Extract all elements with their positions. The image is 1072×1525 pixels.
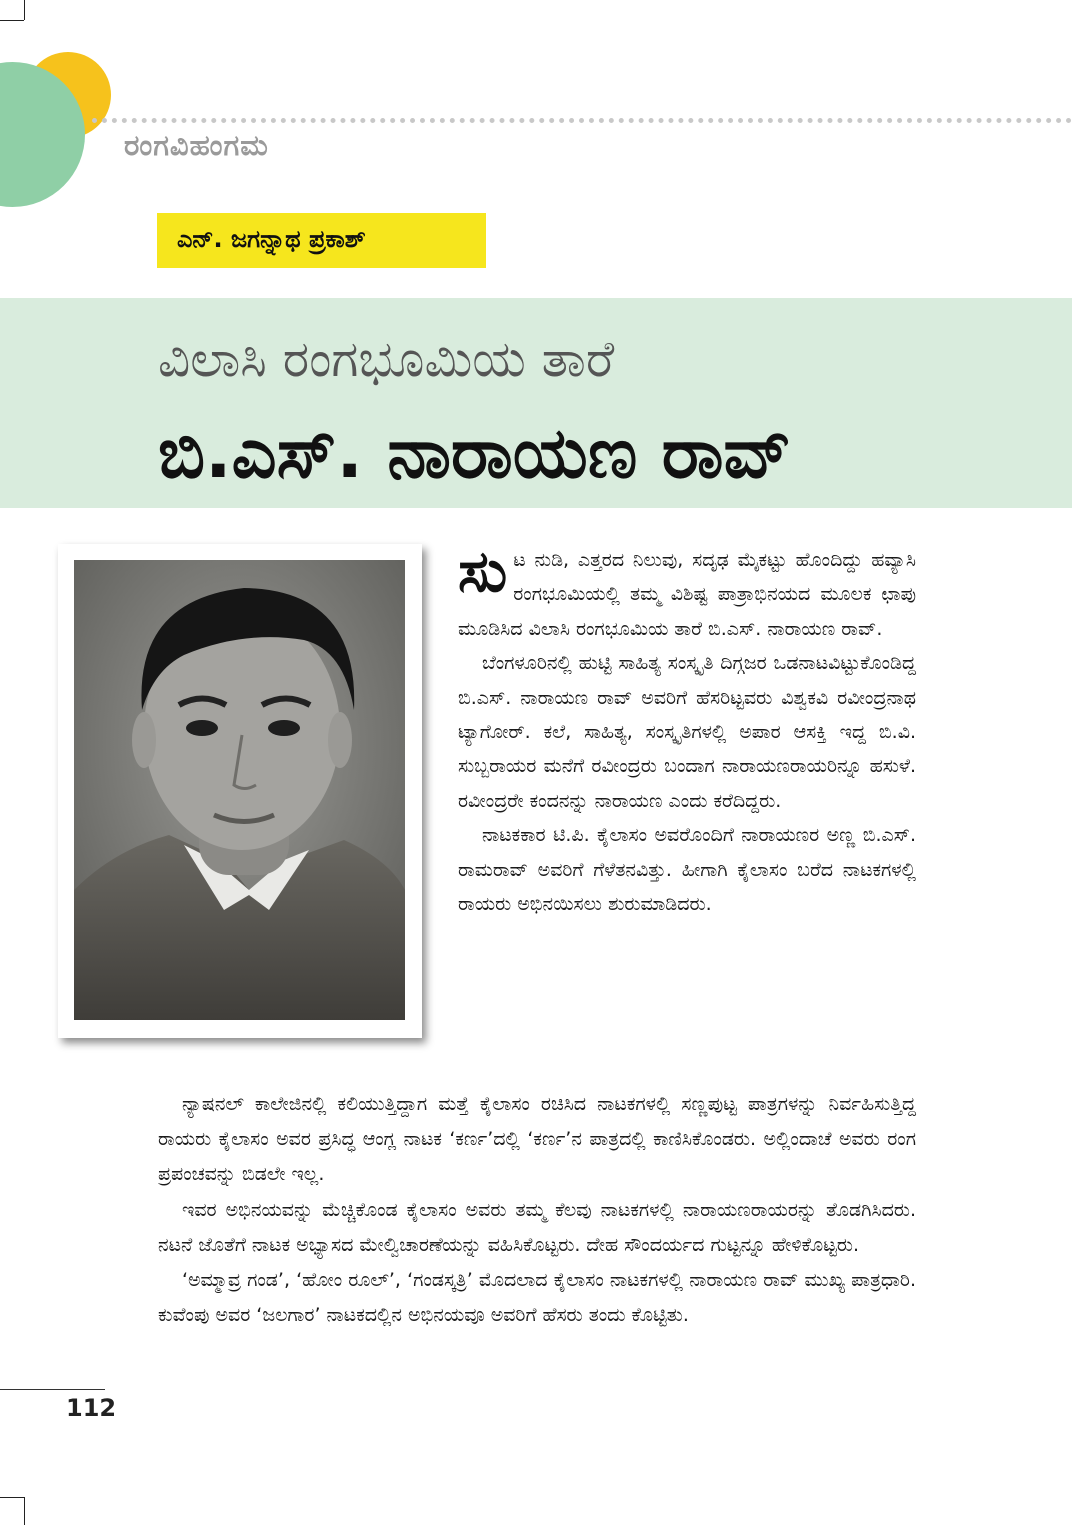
paragraph: ಇವರ ಅಭಿನಯವನ್ನು ಮೆಚ್ಚಿಕೊಂಡ ಕೈಲಾಸಂ ಅವರು ತಮ್ಮ ಕೆಲವು ನಾಟಕಗಳಲ್ಲಿ ನಾರಾಯಣರಾಯರನ್ನು ತೊಡಗಿಸಿದರು. ನಟನೆ ಜೊತೆಗೆ ನಾಟಕ ಅಭ್ಯಾಸದ ಮೇಲ್ವಿಚಾರಣೆಯನ್ನು ವಹಿಸಿಕೊಟ್ಟರು. ದೇಹ ಸೌಂದರ್ಯದ ಗುಟ್ಟನ್ನೂ ಹೇಳಿಕೊಟ್ಟರು. <box>158 1198 916 1256</box>
portrait-photo <box>74 560 405 1020</box>
crop-mark-top-left-horizontal <box>0 20 24 21</box>
crop-mark-bottom-left-horizontal <box>0 1497 24 1498</box>
crop-mark-top-left-vertical <box>24 0 25 20</box>
author-byline: ಎನ್. ಜಗನ್ನಾಥ ಪ್ರಕಾಶ್ <box>157 213 486 268</box>
paragraph: ‘ಅಮ್ಮಾವ್ರ ಗಂಡ’, ‘ಹೋಂ ರೂಲ್’, ‘ಗಂಡಸ್ಕತ್ರಿ’ ಮೊದಲಾದ ಕೈಲಾಸಂ ನಾಟಕಗಳಲ್ಲಿ ನಾರಾಯಣ ರಾವ್ ಮುಖ್ಯ ಪಾತ್ರಧಾರಿ. ಕುವೆಂಪು ಅವರ ‘ಜಲಗಾರ’ ನಾಟಕದಲ್ಲಿನ ಅಭಿನಯವೂ ಅವರಿಗೆ ಹೆಸರು ತಂದು ಕೊಟ್ಟಿತು. <box>158 1269 916 1327</box>
article-subtitle: ವಿಲಾಸಿ ರಂಗಭೂಮಿಯ ತಾರೆ <box>158 330 615 388</box>
article-full-text <box>158 1087 916 1333</box>
article-title: ಬಿ.ಎಸ್. ನಾರಾಯಣ ರಾವ್ <box>158 412 792 494</box>
crop-mark-bottom-left-vertical <box>24 1497 25 1525</box>
footer-rule <box>0 1389 105 1390</box>
paragraph: ಸುಟ ನುಡಿ, ಎತ್ತರದ ನಿಲುವು, ಸದೃಢ ಮೈಕಟ್ಟು ಹೊಂದಿದ್ದು ಹವ್ಯಾಸಿ ರಂಗಭೂಮಿಯಲ್ಲಿ ತಮ್ಮ ವಿಶಿಷ್ಟ ಪಾತ್ರಾಭಿನಯದ ಮೂಲಕ ಛಾಪು ಮೂಡಿಸಿದ ವಿಲಾಸಿ ರಂಗಭೂಮಿಯ ತಾರೆ ಬಿ.ಎಸ್. ನಾರಾಯಣ ರಾವ್. <box>458 537 916 640</box>
dotted-rule <box>92 118 1072 123</box>
drop-cap: ಸು <box>458 537 508 605</box>
portrait-photo-frame <box>58 544 422 1038</box>
paragraph: ನ್ಯಾಷನಲ್ ಕಾಲೇಜಿನಲ್ಲಿ ಕಲಿಯುತ್ತಿದ್ದಾಗ ಮತ್ತೆ ಕೈಲಾಸಂ ರಚಿಸಿದ ನಾಟಕಗಳಲ್ಲಿ ಸಣ್ಣಪುಟ್ಟ ಪಾತ್ರಗಳನ್ನು ನಿರ್ವಹಿಸುತ್ತಿದ್ದ ರಾಯರು ಕೈಲಾಸಂ ಅವರ ಪ್ರಸಿದ್ಧ ಆಂಗ್ಲ ನಾಟಕ ‘ಕರ್ಣ’ದಲ್ಲಿ ‘ಕರ್ಣ’ನ ಪಾತ್ರದಲ್ಲಿ ಕಾಣಿಸಿಕೊಂಡರು. ಅಲ್ಲಿಂದಾಚೆ ಅವರು ರಂಗ ಪ್ರಪಂಚವನ್ನು ಬಿಡಲೇ ಇಲ್ಲ. <box>158 1093 916 1186</box>
paragraph: ನಾಟಕಕಾರ ಟಿ.ಪಿ. ಕೈಲಾಸಂ ಅವರೊಂದಿಗೆ ನಾರಾಯಣರ ಅಣ್ಣ ಬಿ.ಎಸ್. ರಾಮರಾವ್ ಅವರಿಗೆ ಗೆಳೆತನವಿತ್ತು. ಹೀಗಾಗಿ ಕೈಲಾಸಂ ಬರೆದ ನಾಟಕಗಳಲ್ಲಿ ರಾಯರು ಅಭಿನಯಿಸಲು ಶುರುಮಾಡಿದರು. <box>458 824 916 916</box>
paragraph: ಬೆಂಗಳೂರಿನಲ್ಲಿ ಹುಟ್ಟಿ ಸಾಹಿತ್ಯ ಸಂಸ್ಕೃತಿ ದಿಗ್ಗಜರ ಒಡನಾಟವಿಟ್ಟುಕೊಂಡಿದ್ದ ಬಿ.ಎಸ್. ನಾರಾಯಣ ರಾವ್ ಅವರಿಗೆ ಹೆಸರಿಟ್ಟವರು ವಿಶ್ವಕವಿ ರವೀಂದ್ರನಾಥ ಟ್ಯಾಗೋರ್. ಕಲೆ, ಸಾಹಿತ್ಯ, ಸಂಸ್ಕೃತಿಗಳಲ್ಲಿ ಅಪಾರ ಆಸಕ್ತಿ ಇದ್ದ ಬಿ.ವಿ. ಸುಬ್ಬರಾಯರ ಮನೆಗೆ ರವೀಂದ್ರರು ಬಂದಾಗ ನಾರಾಯಣರಾಯರಿನ್ನೂ ಹಸುಳೆ. ರವೀಂದ್ರರೇ ಕಂದನನ್ನು ನಾರಾಯಣ ಎಂದು ಕರೆದಿದ್ದರು. <box>458 652 916 812</box>
section-label: ರಂಗವಿಹಂಗಮ <box>124 128 269 162</box>
article-column-text <box>458 537 916 921</box>
page-number: 112 <box>66 1394 117 1422</box>
